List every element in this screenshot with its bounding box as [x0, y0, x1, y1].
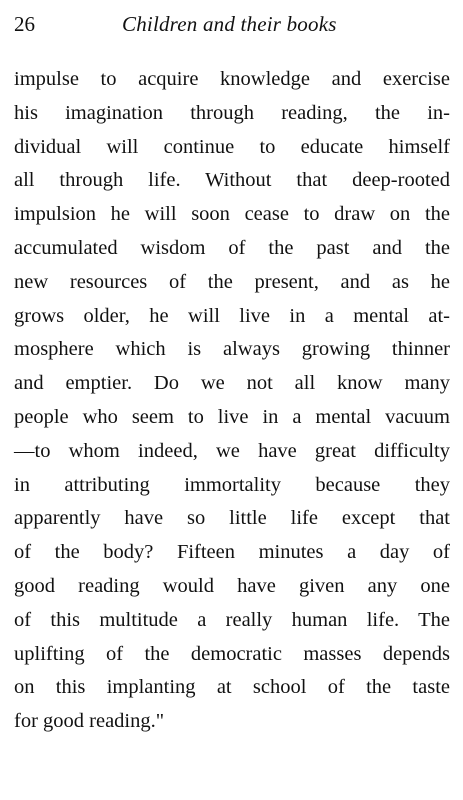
text-line: good reading would have given any one	[14, 574, 450, 597]
running-title: Children and their books	[122, 12, 337, 36]
text-line: accumulated wisdom of the past and the	[14, 236, 450, 259]
text-line: uplifting of the democratic masses depends	[14, 642, 450, 665]
text-line: people who seem to live in a mental vacuum	[14, 405, 450, 428]
text-line: of the body? Fifteen minutes a day of	[14, 541, 450, 564]
text-line: in attributing immortality because they	[14, 473, 450, 496]
text-line: impulsion he will soon cease to draw on the	[14, 203, 450, 226]
page-number: 26	[14, 12, 35, 36]
text-line: grows older, he will live in a mental at-	[14, 304, 450, 327]
text-line: and emptier. Do we not all know many	[14, 372, 450, 395]
page-header	[14, 10, 449, 38]
text-line: of this multitude a really human life. The	[14, 608, 450, 631]
text-line: for good reading."	[14, 710, 165, 733]
text-line: his imagination through reading, the in-	[14, 101, 450, 124]
body-text	[14, 63, 450, 739]
text-line: new resources of the present, and as he	[14, 270, 450, 293]
text-line: dividual will continue to educate himself	[14, 135, 450, 158]
text-line: apparently have so little life except that	[14, 507, 450, 530]
text-line: mosphere which is always growing thinner	[14, 338, 450, 361]
text-line: —to whom indeed, we have great difficulty	[14, 439, 450, 462]
text-line: all through life. Without that deep-rooted	[14, 169, 450, 192]
text-line: on this implanting at school of the taste	[14, 676, 450, 699]
text-line: impulse to acquire knowledge and exercise	[14, 68, 450, 90]
